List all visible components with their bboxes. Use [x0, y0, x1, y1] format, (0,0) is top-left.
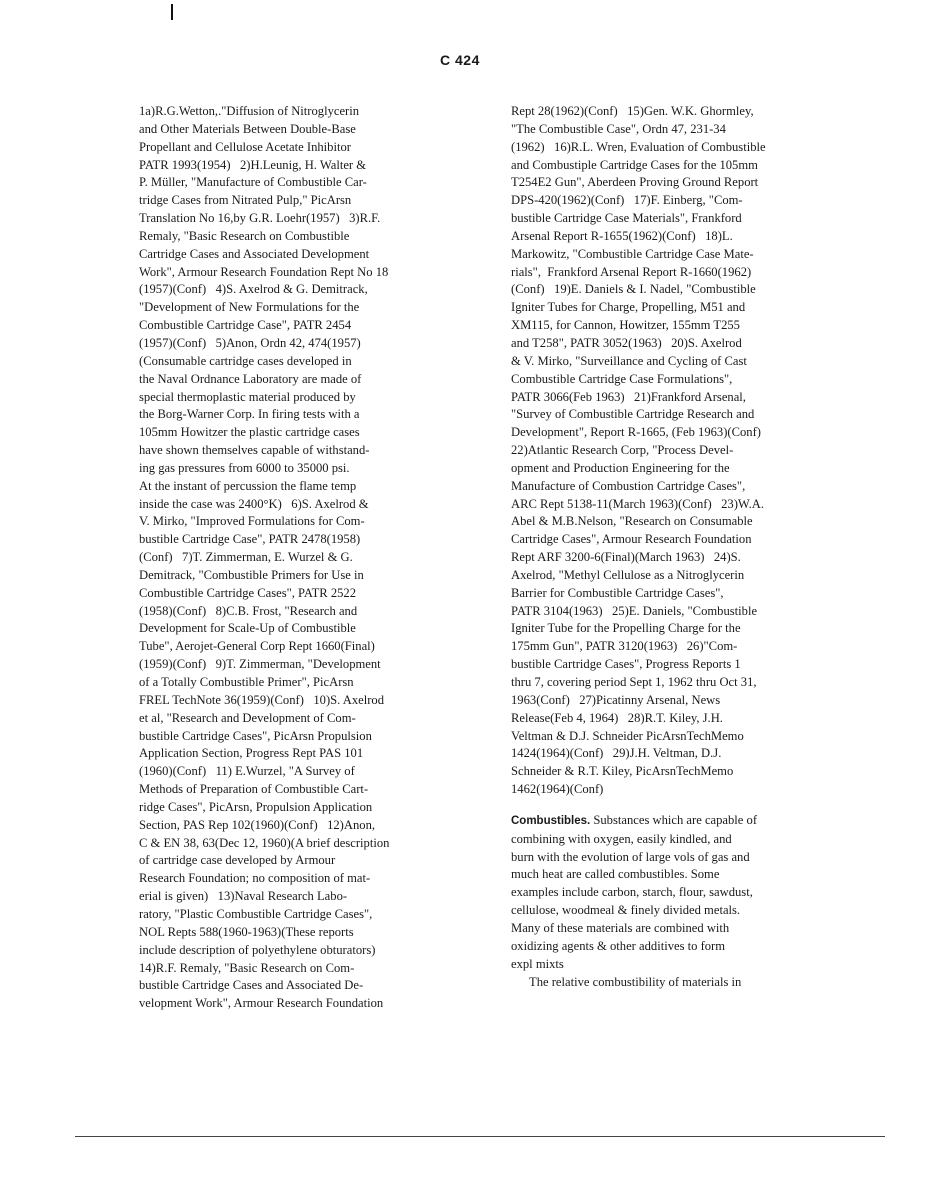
text-line: Cartridge Cases and Associated Development [139, 246, 370, 261]
margin-tick-mark [171, 4, 173, 20]
text-line: Work", Armour Research Foundation Rept No 18 [139, 264, 389, 279]
text-line: velopment Work", Armour Research Foundation [139, 996, 384, 1011]
text-line: Cartridge Cases", Armour Research Foundation [511, 532, 752, 547]
text-line: bustible Cartridge Cases and Associated De- [139, 978, 364, 993]
text-line: PATR 3066(Feb 1963) 21)Frankford Arsenal, [511, 389, 746, 404]
text-line: Propellant and Cellulose Acetate Inhibitor [139, 139, 351, 154]
text-line: bustible Cartridge Case", PATR 2478(1958) [139, 532, 361, 547]
text-line: Release(Feb 4, 1964) 28)R.T. Kiley, J.H. [511, 710, 723, 725]
text-line: Rept ARF 3200-6(Final)(March 1963) 24)S. [511, 550, 741, 565]
text-line: 1462(1964)(Conf) [511, 782, 604, 797]
text-line: V. Mirko, "Improved Formulations for Com- [139, 514, 365, 529]
text-line: Tube", Aerojet-General Corp Rept 1660(Final) [139, 639, 375, 654]
text-line: inside the case was 2400°K) 6)S. Axelrod & [139, 496, 369, 511]
text-line: ARC Rept 5138-11(March 1963)(Conf) 23)W.A. [511, 496, 765, 511]
text-line: Combustible Cartridge Cases", PATR 2522 [139, 585, 357, 600]
text-line: Arsenal Report R-1655(1962)(Conf) 18)L. [511, 228, 733, 243]
text-line: (1957)(Conf) 4)S. Axelrod & G. Demitrack, [139, 282, 368, 297]
text-line: 175mm Gun", PATR 3120(1963) 26)"Com- [511, 639, 738, 654]
text-line: 1424(1964)(Conf) 29)J.H. Veltman, D.J. [511, 746, 722, 761]
entry-text-line: expl mixts [511, 956, 564, 971]
text-line: Combustible Cartridge Case Formulations", [511, 371, 733, 386]
text-line: Barrier for Combustible Cartridge Cases", [511, 585, 724, 600]
text-line: (1960)(Conf) 11) E.Wurzel, "A Survey of [139, 764, 355, 779]
text-line: (1959)(Conf) 9)T. Zimmerman, "Development [139, 657, 381, 672]
text-line: Remaly, "Basic Research on Combustible [139, 228, 350, 243]
entry-body [511, 831, 846, 974]
text-line: Igniter Tubes for Charge, Propelling, M51 and [511, 300, 746, 315]
entry-text-line: much heat are called combustibles. Some [511, 867, 720, 882]
text-line: (Conf) 7)T. Zimmerman, E. Wurzel & G. [139, 550, 353, 565]
text-line: special thermoplastic material produced by [139, 389, 356, 404]
combustibles-entry [511, 812, 846, 991]
text-line: opment and Production Engineering for the [511, 460, 730, 475]
text-line: 1a)R.G.Wetton,."Diffusion of Nitroglycerin [139, 104, 360, 118]
text-line: erial is given) 13)Naval Research Labo- [139, 889, 348, 904]
text-line: PATR 3104(1963) 25)E. Daniels, "Combustible [511, 603, 758, 618]
text-line: ing gas pressures from 6000 to 35000 psi. [139, 460, 350, 475]
paragraph-gap [511, 799, 846, 812]
text-line: C & EN 38, 63(Dec 12, 1960)(A brief description [139, 835, 390, 850]
text-line: Axelrod, "Methyl Cellulose as a Nitroglycerin [511, 567, 745, 582]
references-continued [511, 103, 846, 799]
entry-first-line [511, 812, 846, 831]
text-line: the Naval Ordnance Laboratory are made of [139, 371, 362, 386]
text-line: tridge Cases from Nitrated Pulp," PicArsn [139, 193, 352, 208]
text-line: "Survey of Combustible Cartridge Research and [511, 407, 755, 422]
text-line: of cartridge case developed by Armour [139, 853, 336, 868]
text-line: PATR 1993(1954) 2)H.Leunig, H. Walter & [139, 157, 367, 172]
text-line: Abel & M.B.Nelson, "Research on Consumable [511, 514, 753, 529]
text-line: Demitrack, "Combustible Primers for Use in [139, 567, 364, 582]
text-line: Section, PAS Rep 102(1960)(Conf) 12)Anon, [139, 817, 376, 832]
left-column [139, 103, 484, 1013]
text-line: have shown themselves capable of withstand- [139, 443, 370, 458]
text-line: rials", Frankford Arsenal Report R-1660(1962) [511, 264, 752, 279]
text-line: DPS-420(1962)(Conf) 17)F. Einberg, "Com- [511, 193, 743, 208]
text-line: and Combustiple Cartridge Cases for the 105mm [511, 157, 758, 172]
text-line: (Consumable cartridge cases developed in [139, 353, 352, 368]
entry-text-line: combining with oxygen, easily kindled, and [511, 831, 732, 846]
text-line: T254E2 Gun", Aberdeen Proving Ground Report [511, 175, 759, 190]
text-line: 105mm Howitzer the plastic cartridge cases [139, 425, 360, 440]
entry-text-line: Many of these materials are combined with [511, 920, 730, 935]
text-line: P. Müller, "Manufacture of Combustible Car- [139, 175, 367, 190]
text-line: the Borg-Warner Corp. In firing tests with a [139, 407, 360, 422]
text-line: Rept 28(1962)(Conf) 15)Gen. W.K. Ghormley, [511, 104, 754, 118]
text-line: Methods of Preparation of Combustible Cart- [139, 782, 369, 797]
text-line: Application Section, Progress Rept PAS 101 [139, 746, 364, 761]
footer-rule [75, 1136, 885, 1137]
text-line: Translation No 16,by G.R. Loehr(1957) 3)R.F. [139, 211, 381, 226]
entry-first-line-text: Substances which are capable of [590, 812, 758, 827]
text-line: bustible Cartridge Cases", Progress Reports 1 [511, 657, 741, 672]
text-line: and Other Materials Between Double-Base [139, 121, 356, 136]
text-line: FREL TechNote 36(1959)(Conf) 10)S. Axelrod [139, 692, 385, 707]
text-line: (1958)(Conf) 8)C.B. Frost, "Research and [139, 603, 358, 618]
text-line: of a Totally Combustible Primer", PicArsn [139, 675, 354, 689]
text-line: & V. Mirko, "Surveillance and Cycling of Cast [511, 353, 747, 368]
entry-continuation: The relative combustibility of materials in [529, 974, 742, 989]
text-line: (1962) 16)R.L. Wren, Evaluation of Combustible [511, 139, 766, 154]
text-line: 1963(Conf) 27)Picatinny Arsenal, News [511, 692, 721, 707]
text-line: NOL Repts 588(1960-1963)(These reports [139, 924, 354, 939]
text-line: ridge Cases", PicArsn, Propulsion Application [139, 799, 373, 814]
text-line: Research Foundation; no composition of mat- [139, 871, 371, 886]
text-line: (1957)(Conf) 5)Anon, Ordn 42, 474(1957) [139, 335, 361, 350]
entry-text-line: examples include carbon, starch, flour, sawdust, [511, 885, 753, 900]
text-line: Veltman & D.J. Schneider PicArsnTechMemo [511, 728, 744, 743]
text-line: bustible Cartridge Cases", PicArsn Propulsion [139, 728, 372, 743]
text-line: Igniter Tube for the Propelling Charge for the [511, 621, 741, 636]
text-line: 14)R.F. Remaly, "Basic Research on Com- [139, 960, 355, 975]
entry-text-line: oxidizing agents & other additives to form [511, 938, 726, 953]
text-line: XM115, for Cannon, Howitzer, 155mm T255 [511, 318, 740, 333]
page-number: C 424 [440, 52, 480, 68]
text-line: Combustible Cartridge Case", PATR 2454 [139, 318, 352, 333]
text-line: include description of polyethylene obturators) [139, 942, 376, 957]
text-line: Manufacture of Combustion Cartridge Cases", [511, 478, 746, 493]
text-line: bustible Cartridge Case Materials", Frankford [511, 211, 742, 226]
text-line: (Conf) 19)E. Daniels & I. Nadel, "Combustible [511, 282, 756, 297]
text-line: et al, "Research and Development of Com- [139, 710, 356, 725]
right-column [511, 103, 846, 991]
entry-text-line: cellulose, woodmeal & finely divided metals. [511, 903, 741, 918]
text-line: Development", Report R-1665, (Feb 1963)(Conf) [511, 425, 761, 440]
text-line: and T258", PATR 3052(1963) 20)S. Axelrod [511, 335, 742, 350]
text-line: thru 7, covering period Sept 1, 1962 thru Oct 31, [511, 675, 757, 689]
text-line: Schneider & R.T. Kiley, PicArsnTechMemo [511, 764, 734, 779]
text-line: "The Combustible Case", Ordn 47, 231-34 [511, 121, 726, 136]
entry-heading: Combustibles. [511, 814, 591, 827]
text-line: Markowitz, "Combustible Cartridge Case Mate- [511, 246, 754, 261]
text-line: ratory, "Plastic Combustible Cartridge Cases", [139, 906, 373, 921]
entry-text-line: burn with the evolution of large vols of gas and [511, 849, 750, 864]
text-line: At the instant of percussion the flame temp [139, 478, 357, 493]
text-line: "Development of New Formulations for the [139, 300, 360, 315]
text-line: 22)Atlantic Research Corp, "Process Devel- [511, 443, 734, 458]
text-line: Development for Scale-Up of Combustible [139, 621, 356, 636]
